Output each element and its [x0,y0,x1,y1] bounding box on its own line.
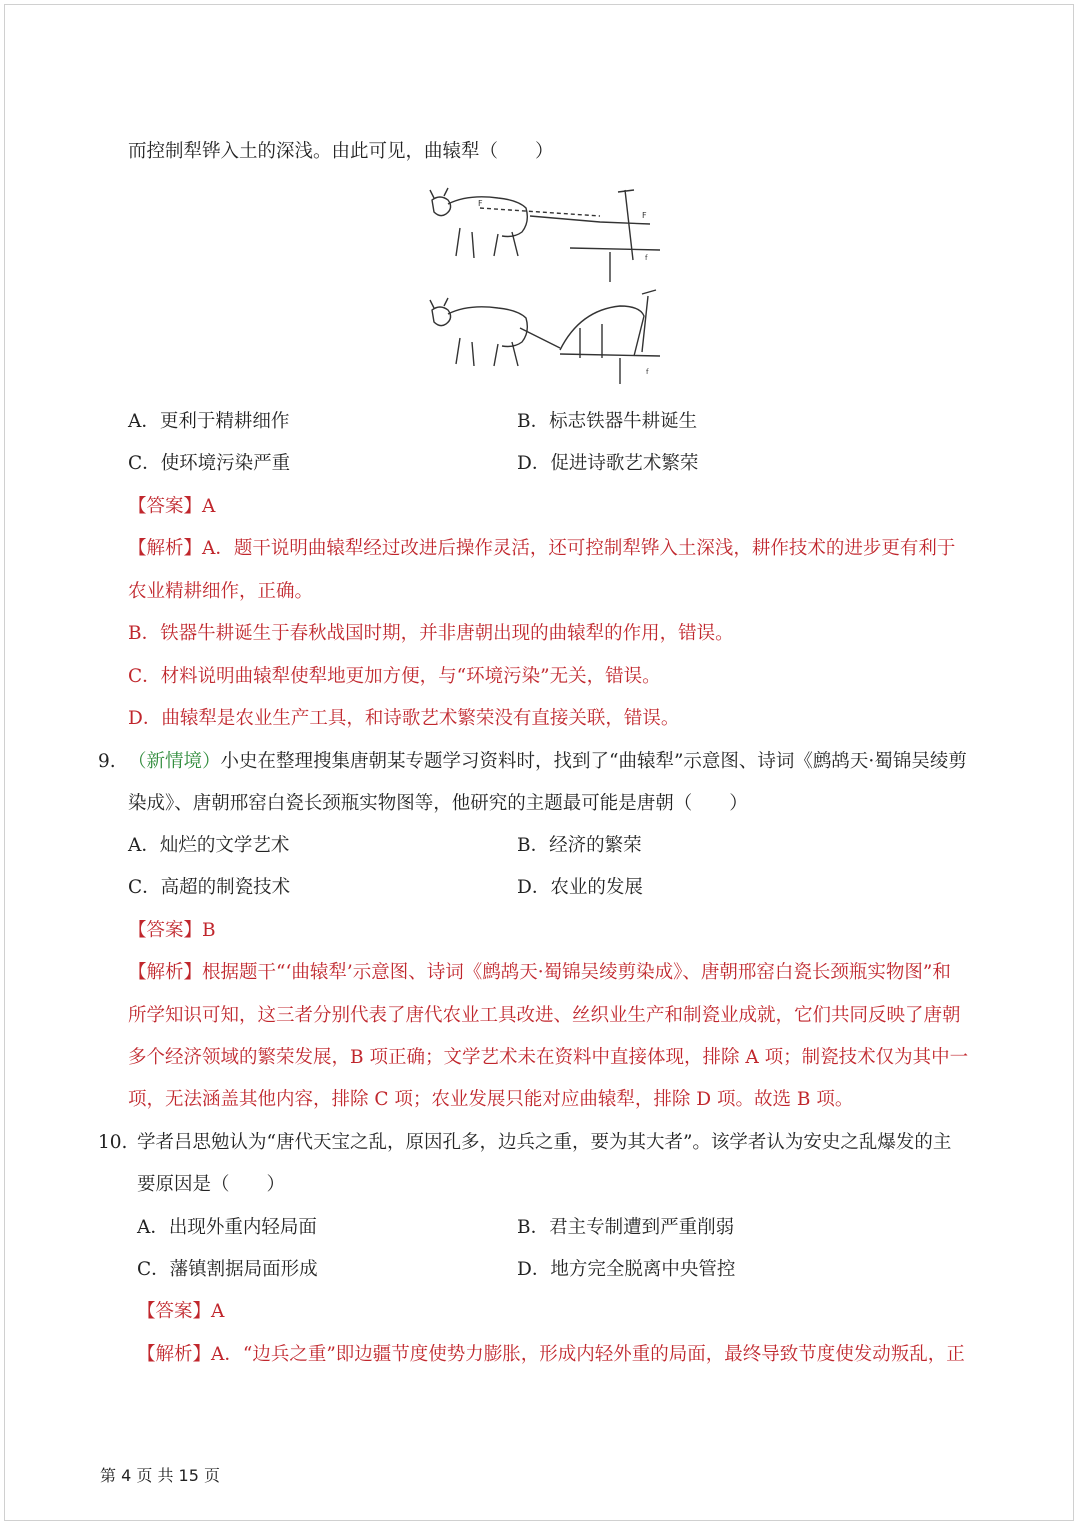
q9-stem-text1: 小史在整理搜集唐朝某专题学习资料时，找到了“曲辕犁”示意图、诗词《鹧鸪天·蜀锦吴绫剪 [220,751,967,772]
q10-analysis-line1 [137,1343,965,1367]
q8-analysis-c: C．材料说明曲辕犁使犁地更加方便，与“环境污染”无关，错误。 [128,666,661,687]
q10-number: 10. [98,1132,128,1153]
q10-option-d: D．地方完全脱离中央管控 [517,1259,736,1280]
q8-option-d: D．促进诗歌艺术繁荣 [517,453,699,474]
q10-option-b: B．君主专制遭到严重削弱 [517,1217,735,1238]
q8-stem-tail: 而控制犁铧入土的深浅。由此可见，曲辕犁（ ） [128,141,554,162]
q9-option-d: D．农业的发展 [517,877,643,898]
q9-option-b: B．经济的繁荣 [517,835,642,856]
q8-option-a: A．更利于精耕细作 [128,411,290,432]
q9-analysis-line3: 多个经济领域的繁荣发展，B 项正确；文学艺术未在资料中直接体现，排除 A 项；制瓷技术仅为其中一 [128,1047,969,1068]
q9-stem-line1 [128,750,967,774]
q8-analysis-d: D．曲辕犁是农业生产工具，和诗歌艺术繁荣没有直接关联，错误。 [128,708,680,729]
q9-answer-label: 【答案】 [128,920,203,941]
q10-analysis-text1: A．“边兵之重”即边疆节度使势力膨胀，形成内轻外重的局面，最终导致节度使发动叛乱，正 [211,1344,965,1365]
q9-analysis-line4: 项，无法涵盖其他内容，排除 C 项；农业发展只能对应曲辕犁，排除 D 项。故选 B 项。 [128,1089,854,1110]
q9-analysis-line2: 所学知识可知，这三者分别代表了唐代农业工具改进、丝织业生产和制瓷业成就，它们共同反映了唐朝 [128,1005,961,1026]
q8-option-b: B．标志铁器牛耕诞生 [517,411,698,432]
q10-option-a: A．出现外重内轻局面 [137,1217,317,1238]
svg-text:f: f [646,368,649,376]
q9-stem-line2: 染成》、唐朝邢窑白瓷长颈瓶实物图等，他研究的主题最可能是唐朝（ ） [128,793,748,814]
q9-number: 9. [98,751,116,772]
q8-option-c: C．使环境污染严重 [128,453,291,474]
ox-plow-diagram-icon [420,178,680,398]
q10-option-c: C．藩镇割据局面形成 [137,1259,318,1280]
svg-text:f: f [645,254,648,262]
svg-text:F: F [478,199,483,208]
q8-analysis-label: 【解析】 [128,538,203,559]
q9-answer [128,919,216,943]
q9-option-a: A．灿烂的文学艺术 [128,835,290,856]
q10-answer-value: A [211,1301,225,1322]
q10-analysis-label: 【解析】 [137,1344,212,1365]
page-footer: 第 4 页 共 15 页 [100,1466,220,1485]
q9-analysis-line1 [128,961,951,985]
q9-analysis-label: 【解析】 [128,962,203,983]
q8-analysis-text1: A．题干说明曲辕犁经过改进后操作灵活，还可控制犁铧入土深浅，耕作技术的进步更有利于 [202,538,956,559]
q9-option-c: C．高超的制瓷技术 [128,877,291,898]
q9-answer-value: B [202,920,216,941]
q10-answer [137,1300,224,1324]
q8-answer [128,495,215,519]
q9-tag: （新情境） [128,751,221,772]
q8-answer-value: A [202,496,216,517]
ox-bottom-icon [430,290,660,384]
ox-top-icon [430,188,660,282]
q10-stem-line2: 要原因是（ ） [137,1174,286,1195]
q10-answer-label: 【答案】 [137,1301,212,1322]
q8-analysis-line2: 农业精耕细作，正确。 [128,581,314,602]
q8-analysis-line1 [128,537,955,561]
q10-stem-line1: 学者吕思勉认为“唐代天宝之乱，原因孔多，边兵之重，要为其大者”。该学者认为安史之乱爆发的主 [137,1132,952,1153]
q8-analysis-b: B．铁器牛耕诞生于春秋战国时期，并非唐朝出现的曲辕犁的作用，错误。 [128,623,734,644]
svg-text:F: F [642,211,647,220]
q8-answer-label: 【答案】 [128,496,203,517]
q9-analysis-text1: 根据题干“‘曲辕犁’示意图、诗词《鹧鸪天·蜀锦吴绫剪染成》、唐朝邢窑白瓷长颈瓶实物图”和 [202,962,951,983]
